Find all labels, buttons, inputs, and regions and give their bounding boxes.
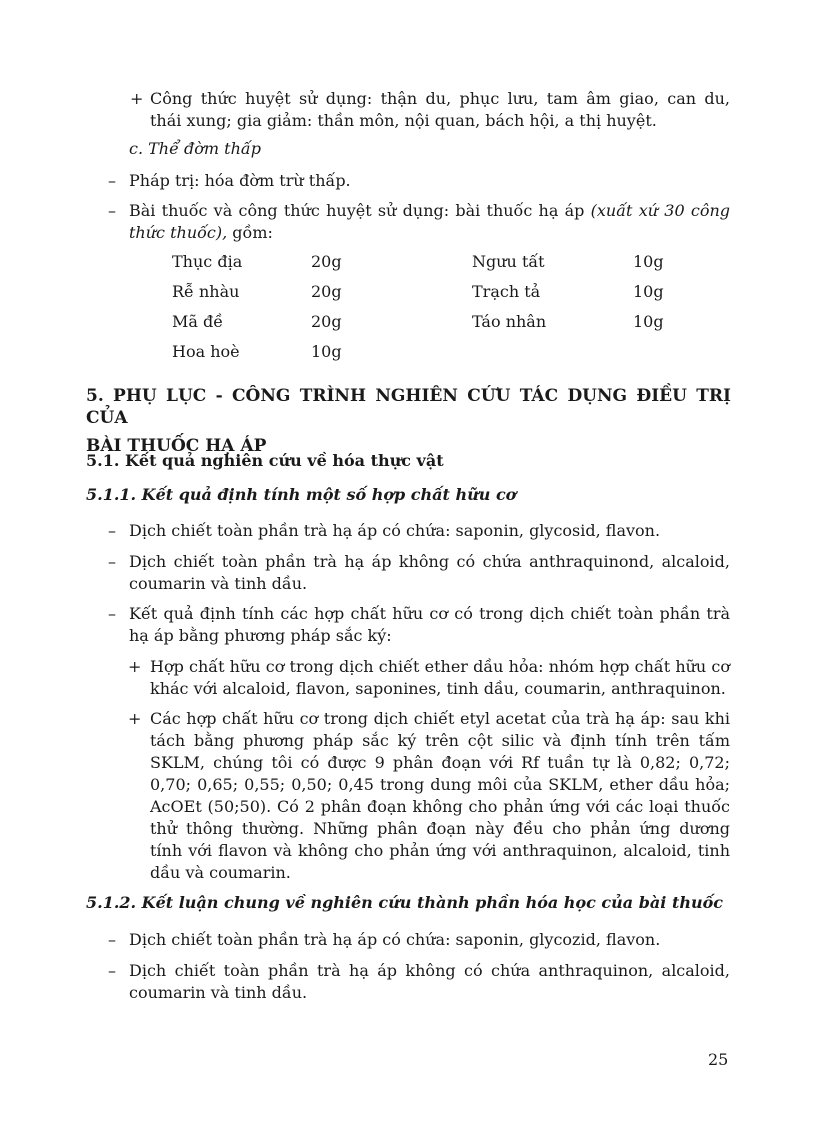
sub-list-item bbox=[150, 708, 730, 884]
section-5-1-heading: 5.1. Kết quả nghiên cứu về hóa thực vật bbox=[86, 451, 444, 470]
page-number: 25 bbox=[708, 1050, 729, 1069]
herb-name: Rễ nhàu bbox=[172, 282, 240, 301]
sub-list-item bbox=[150, 656, 730, 700]
text-line: 5. PHỤ LỤC - CÔNG TRÌNH NGHIÊN CỨU TÁC DỤNG ĐIỀU TRỊ CỦA bbox=[86, 386, 731, 428]
dash-bullet: – bbox=[108, 961, 116, 980]
text-line: coumarin và tinh dầu. bbox=[129, 983, 308, 1002]
text-line: tách bằng phương pháp sắc ký trên cột silic và định tính trên tấm bbox=[150, 731, 730, 750]
text-line: thái xung; gia giảm: thần môn, nội quan, bách hội, a thị huyệt. bbox=[150, 111, 657, 130]
text-line: SKLM, chúng tôi có được 9 phân đoạn với Rf tuần tự là 0,82; 0,72; bbox=[150, 753, 730, 772]
list-item bbox=[129, 551, 730, 595]
text-line: khác với alcaloid, flavon, saponines, tinh dầu, coumarin, anthraquinon. bbox=[150, 679, 726, 698]
herb-dose: 20g bbox=[311, 312, 342, 331]
dash-bullet: – bbox=[108, 521, 116, 540]
text-line bbox=[129, 222, 730, 244]
herb-row bbox=[0, 311, 816, 333]
herb-name: Ngưu tất bbox=[472, 252, 545, 271]
dash-bullet: – bbox=[108, 930, 116, 949]
formula-paragraph bbox=[150, 88, 730, 132]
herb-dose: 20g bbox=[311, 282, 342, 301]
text-line: BÀI THUỐC HẠ ÁP bbox=[86, 436, 267, 456]
subsection-heading: c. Thể đờm thấp bbox=[129, 139, 261, 158]
text-line: thử thông thường. Những phân đoạn này đều cho phản ứng dương bbox=[150, 819, 730, 838]
plus-bullet: + bbox=[128, 657, 142, 676]
text-run: gồm: bbox=[227, 223, 273, 242]
herb-name: Thục địa bbox=[172, 252, 243, 271]
text-line: Dịch chiết toàn phần trà hạ áp không có chứa anthraquinond, alcaloid, bbox=[129, 552, 730, 571]
text-line: Hợp chất hữu cơ trong dịch chiết ether dầu hỏa: nhóm hợp chất hữu cơ bbox=[150, 657, 730, 676]
herb-row bbox=[0, 341, 816, 363]
text-line: Công thức huyệt sử dụng: thận du, phục lưu, tam âm giao, can du, bbox=[150, 89, 730, 108]
text-line: 0,70; 0,65; 0,55; 0,50; 0,45 trong dung môi của SKLM, ether dầu hỏa; bbox=[150, 775, 730, 794]
herb-name: Trạch tả bbox=[472, 282, 541, 301]
text-line: Dịch chiết toàn phần trà hạ áp có chứa: saponin, glycosid, flavon. bbox=[129, 521, 661, 540]
list-item bbox=[129, 603, 730, 647]
herb-row bbox=[0, 281, 816, 303]
text-line: Dịch chiết toàn phần trà hạ áp không có chứa anthraquinon, alcaloid, bbox=[129, 961, 730, 980]
text-line: Dịch chiết toàn phần trà hạ áp có chứa: saponin, glycozid, flavon. bbox=[129, 930, 661, 949]
herb-name: Mã đề bbox=[172, 312, 224, 331]
plus-bullet: + bbox=[130, 89, 144, 108]
herb-dose: 10g bbox=[633, 282, 664, 301]
herb-name: Hoa hoè bbox=[172, 342, 240, 361]
list-item bbox=[129, 929, 730, 951]
text-line bbox=[129, 200, 730, 222]
section-5-1-1-heading: 5.1.1. Kết quả định tính một số hợp chất hữu cơ bbox=[86, 485, 517, 504]
section-5-1-2-heading: 5.1.2. Kết luận chung về nghiên cứu thành phần hóa học của bài thuốc bbox=[86, 893, 724, 912]
text-line: Kết quả định tính các hợp chất hữu cơ có trong dịch chiết toàn phần trà bbox=[129, 604, 730, 623]
dash-bullet: – bbox=[108, 201, 116, 220]
text-line: hạ áp bằng phương pháp sắc ký: bbox=[129, 626, 392, 645]
text-line: dầu và coumarin. bbox=[150, 863, 291, 882]
dash-bullet: – bbox=[108, 604, 116, 623]
text-run: Bài thuốc và công thức huyệt sử dụng: bài thuốc hạ áp bbox=[129, 201, 585, 220]
phap-tri-line: Pháp trị: hóa đờm trừ thấp. bbox=[129, 171, 351, 190]
herb-name: Táo nhân bbox=[472, 312, 547, 331]
list-item bbox=[129, 960, 730, 1004]
herb-row bbox=[0, 251, 816, 273]
bai-thuoc-paragraph bbox=[129, 200, 730, 244]
text-line: coumarin và tinh dầu. bbox=[129, 574, 308, 593]
herb-dose: 10g bbox=[311, 342, 342, 361]
herb-dose: 10g bbox=[633, 252, 664, 271]
dash-bullet: – bbox=[108, 171, 116, 190]
herb-dose: 10g bbox=[633, 312, 664, 331]
text-line: tính với flavon và không cho phản ứng với anthraquinon, alcaloid, tinh bbox=[150, 841, 730, 860]
herb-dose: 20g bbox=[311, 252, 342, 271]
italic-run: thức thuốc), bbox=[129, 223, 228, 242]
section-5-heading bbox=[86, 385, 731, 457]
text-line: Các hợp chất hữu cơ trong dịch chiết etyl acetat của trà hạ áp: sau khi bbox=[150, 709, 730, 728]
dash-bullet: – bbox=[108, 552, 116, 571]
plus-bullet: + bbox=[128, 709, 142, 728]
text-line: AcOEt (50;50). Có 2 phân đoạn không cho phản ứng với các loại thuốc bbox=[150, 797, 730, 816]
list-item bbox=[129, 520, 730, 542]
italic-run: (xuất xứ 30 công bbox=[590, 201, 731, 220]
